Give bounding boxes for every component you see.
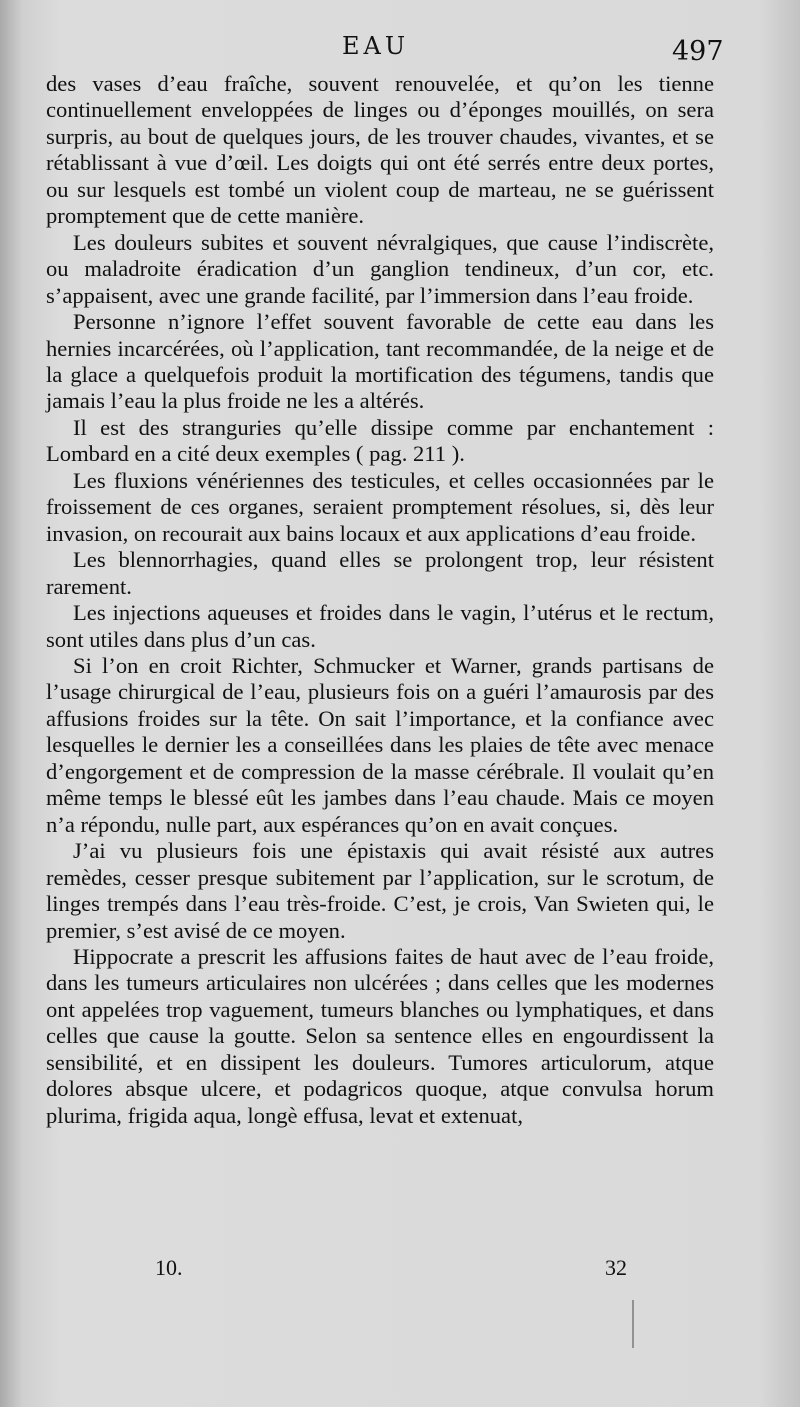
running-title: EAU (342, 32, 410, 60)
paragraph: Il est des stranguries qu’elle dissipe comme par enchantement : Lombard en a cité deux exemples ( pag. 211 ). (46, 414, 714, 467)
volume-signature: 10. (155, 1255, 183, 1280)
paragraph: Hippocrate a prescrit les affusions faites de haut avec de l’eau froide, dans les tumeurs articulaires non ulcérées ; dans celles que les modernes ont appelées trop vaguement, tumeurs blanches ou lymphatiques, et dans celles que cause la goutte. Selon sa sentence elles en engourdissent la sensibilité, et en dissipent les douleurs. Tumores articulorum, atque dolores absque ulcere, et podagricos quoque, atque convulsa horum plurima, frigida aqua, longè effusa, levat et extenuat, (46, 943, 714, 1128)
paragraph: Personne n’ignore l’effet souvent favorable de cette eau dans les hernies incarcérées, où l’application, tant recommandée, de la neige et de la glace a quelquefois produit la mortification des tégumens, tandis que jamais l’eau la plus froide ne les a altérés. (46, 309, 714, 414)
paragraph: Les blennorrhagies, quand elles se prolongent trop, leur résistent rarement. (46, 547, 714, 599)
body-text (46, 71, 714, 1129)
sheet-signature: 32 (605, 1255, 627, 1280)
page-footer (0, 1255, 800, 1285)
paragraph: Les fluxions vénériennes des testicules, et celles occasionnées par le froissement de ces organes, seraient promptement résolues, si, dès leur invasion, on recourait aux bains locaux et aux applications d’eau froide. (46, 467, 714, 546)
paragraph: Les douleurs subites et souvent névralgiques, que cause l’indiscrète, ou maladroite éradication d’un ganglion tendineux, d’un cor, etc. s’appaisent, avec une grande facilité, par l’immersion dans l’eau froide. (46, 229, 714, 308)
paragraph: J’ai vu plusieurs fois une épistaxis qui avait résisté aux autres remèdes, cesser presque subitement par l’application, sur le scrotum, de linges trempés dans l’eau très-froide. C’est, je crois, Van Swieten qui, le premier, s’est avisé de ce moyen. (46, 838, 714, 943)
page-header (0, 32, 800, 72)
paragraph: Les injections aqueuses et froides dans le vagin, l’utérus et le rectum, sont utiles dans plus d’un cas. (46, 600, 714, 652)
scan-artifact-mark (632, 1300, 634, 1348)
page-number: 497 (672, 36, 724, 67)
paragraph-continuation: des vases d’eau fraîche, souvent renouvelée, et qu’on les tienne continuellement enveloppées de linges ou d’éponges mouillés, on sera surpris, au bout de quelques jours, de les trouver chaudes, vivantes, et se rétablissant à vue d’œil. Les doigts qui ont été serrés entre deux portes, ou sur lesquels est tombé un violent coup de marteau, ne se guérissent promptement que de cette manière. (46, 71, 714, 229)
paragraph: Si l’on en croit Richter, Schmucker et Warner, grands partisans de l’usage chirurgical de l’eau, plusieurs fois on a guéri l’amaurosis par des affusions froides sur la tête. On sait l’importance, et la confiance avec lesquelles le dernier les a conseillées dans les plaies de tête avec menace d’engorgement et de compression de la masse cérébrale. Il voulait qu’en même temps le blessé eût les jambes dans l’eau chaude. Mais ce moyen n’a répondu, nulle part, aux espérances qu’on en avait conçues. (46, 652, 714, 837)
